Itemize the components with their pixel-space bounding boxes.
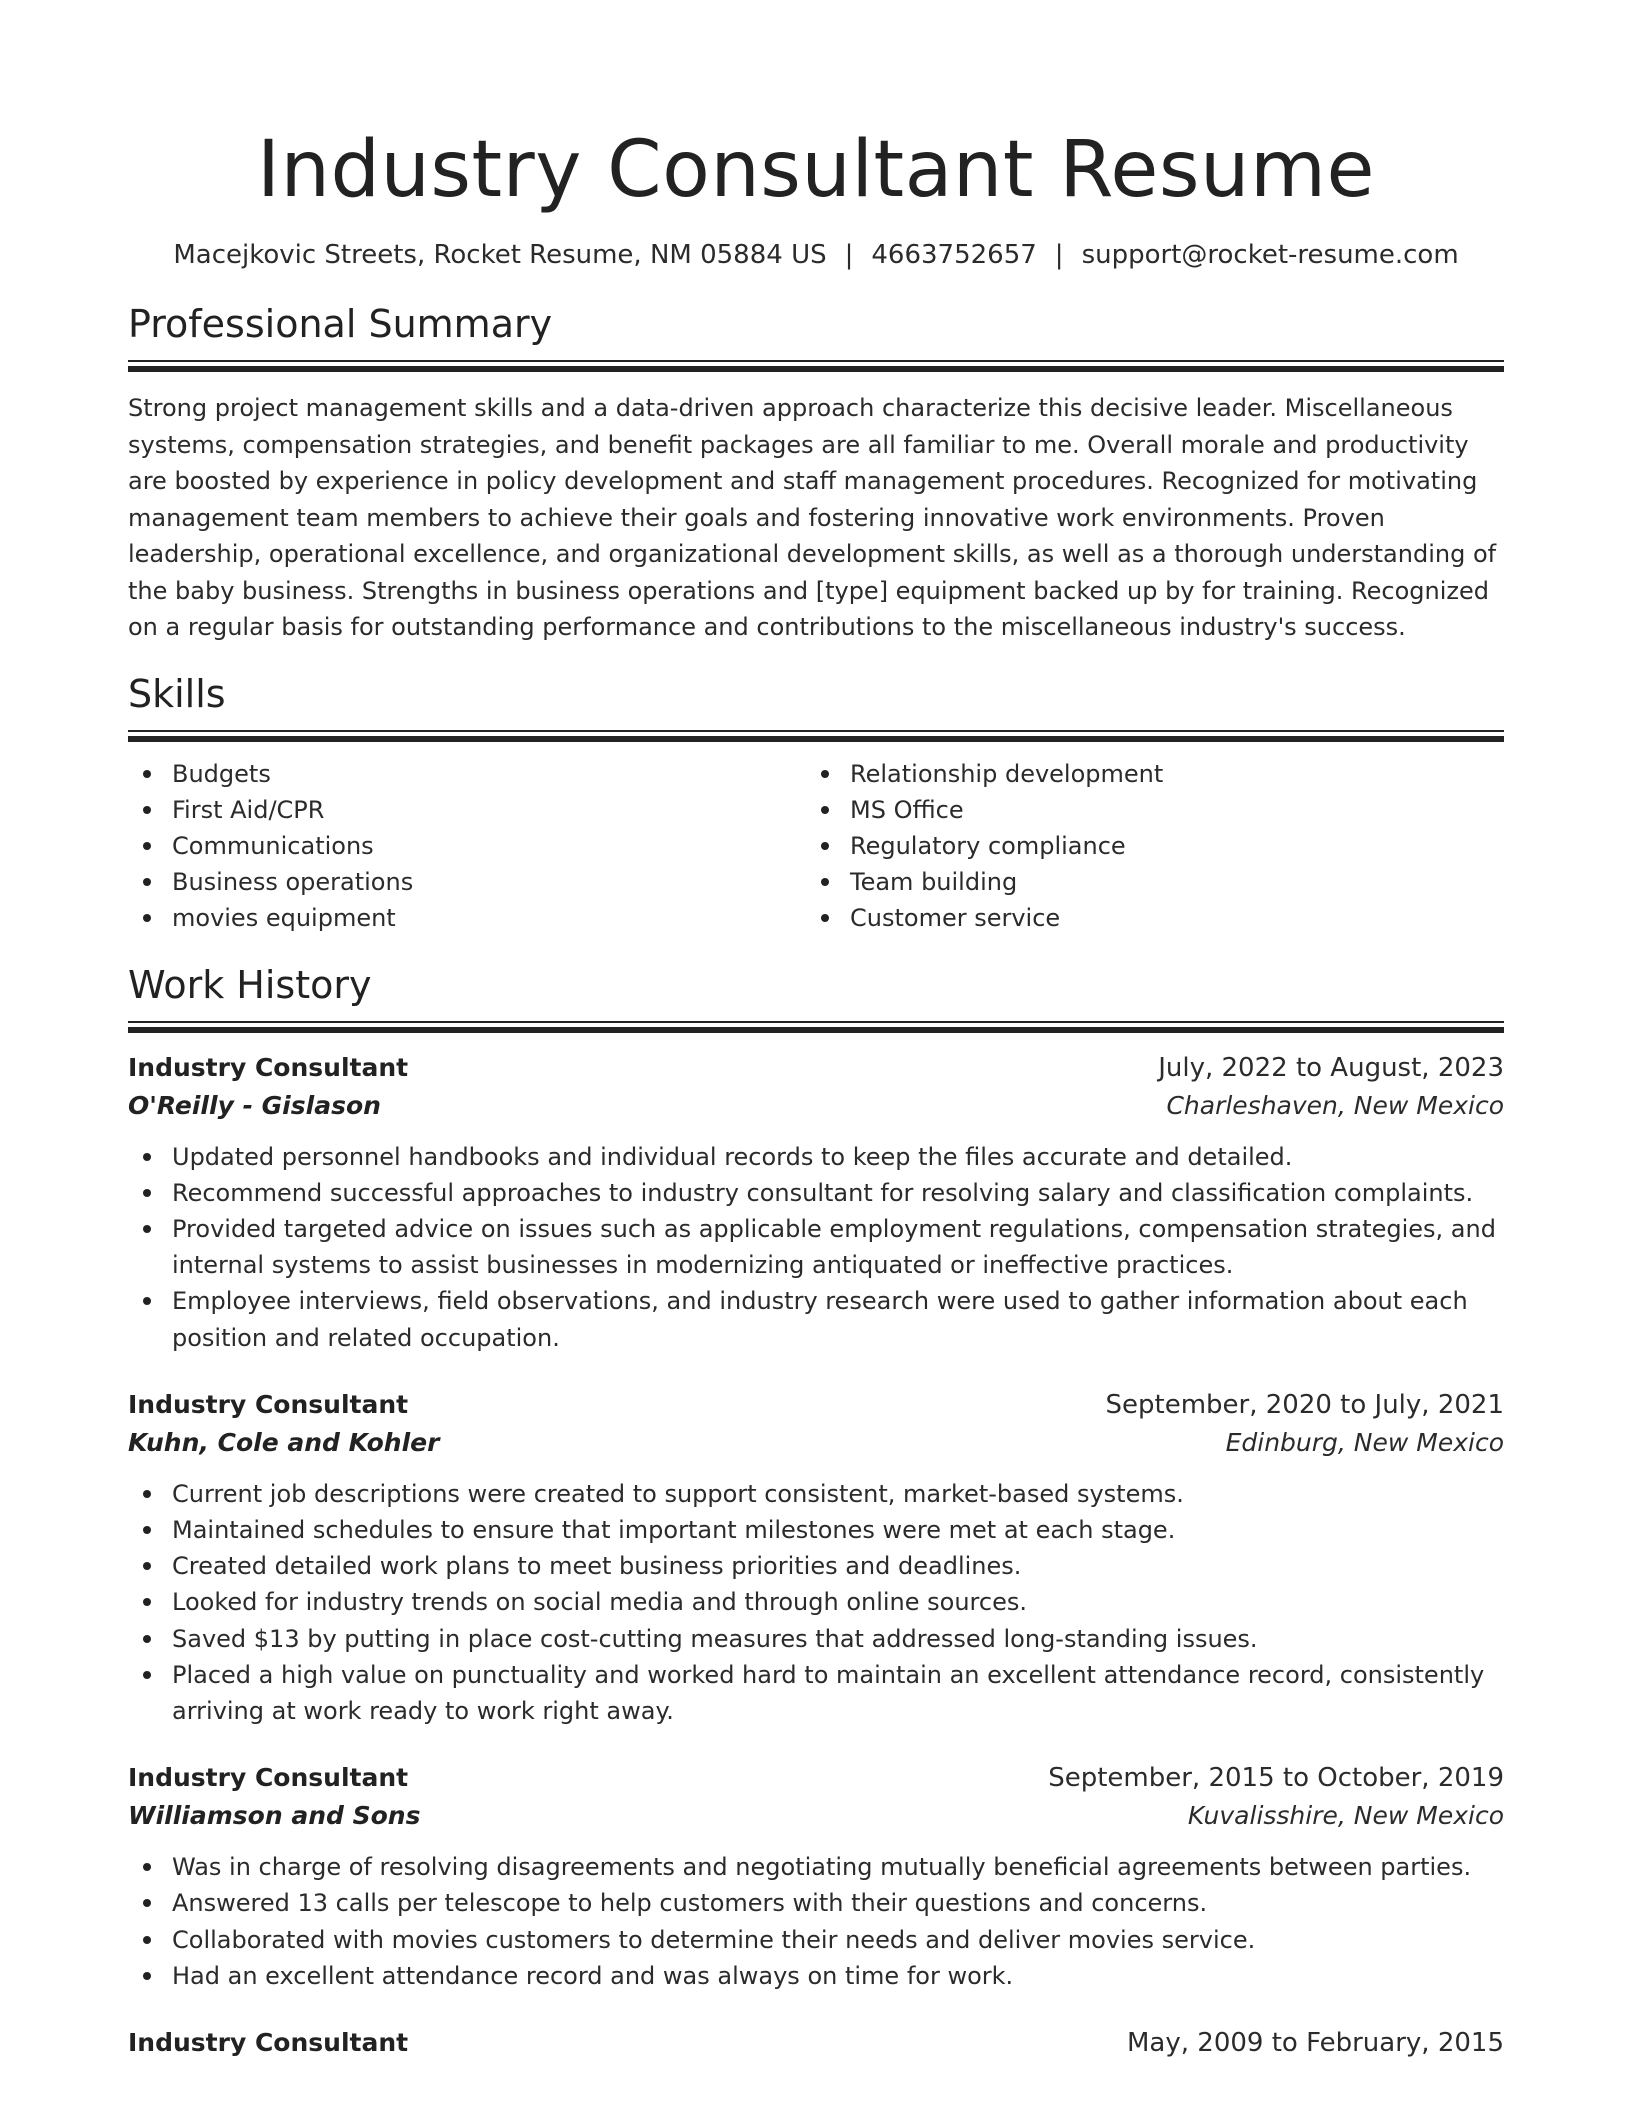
job-bullets bbox=[128, 1476, 1504, 1729]
bullet-icon bbox=[143, 1598, 151, 1606]
contact-address: Macejkovic Streets, Rocket Resume, NM 05884 US bbox=[173, 240, 827, 270]
job-bullet-text: Maintained schedules to ensure that important milestones were met at each stage. bbox=[172, 1515, 1176, 1544]
job-company-row bbox=[128, 1797, 1504, 1835]
job-bullet-text: Had an excellent attendance record and was always on time for work. bbox=[172, 1961, 1014, 1990]
job-bullet bbox=[128, 1211, 1504, 1283]
bullet-icon bbox=[143, 842, 151, 850]
job-title: Industry Consultant bbox=[128, 1052, 409, 1082]
job-bullet-text: Created detailed work plans to meet business priorities and deadlines. bbox=[172, 1552, 1022, 1581]
job-company: O'Reilly - Gislason bbox=[128, 1090, 381, 1120]
bullet-icon bbox=[143, 1635, 151, 1643]
skills-list-left bbox=[128, 756, 806, 937]
job-company: Williamson and Sons bbox=[128, 1801, 421, 1831]
contact-line bbox=[128, 238, 1504, 272]
job-title: Industry Consultant bbox=[128, 2027, 409, 2057]
skill-label: Team building bbox=[850, 868, 1018, 897]
job-dates: September, 2015 to October, 2019 bbox=[1048, 1763, 1504, 1794]
bullet-icon bbox=[143, 1297, 151, 1305]
bullet-icon bbox=[143, 914, 151, 922]
contact-separator: | bbox=[844, 240, 854, 270]
job-bullet bbox=[128, 1621, 1504, 1657]
summary-section bbox=[128, 300, 1504, 646]
section-divider bbox=[128, 730, 1504, 742]
job-bullet-text: Collaborated with movies customers to determine their needs and deliver movies service. bbox=[172, 1925, 1256, 1954]
job-bullet bbox=[128, 1958, 1504, 1994]
job-location: Edinburg, New Mexico bbox=[1225, 1427, 1504, 1457]
resume-title: Industry Consultant Resume bbox=[257, 125, 1375, 215]
skill-item bbox=[806, 828, 1484, 864]
job-bullet-text: Provided targeted advice on issues such as applicable employment regulations, compensation strategies, and internal systems to assist businesses in modernizing antiquated or ineffective practices. bbox=[172, 1214, 1496, 1280]
skills-section bbox=[128, 670, 1504, 937]
bullet-icon bbox=[143, 806, 151, 814]
job-bullet bbox=[128, 1657, 1504, 1729]
job-entry bbox=[128, 1386, 1504, 1729]
skill-item bbox=[128, 900, 806, 936]
skill-item bbox=[806, 792, 1484, 828]
skill-label: First Aid/CPR bbox=[172, 795, 325, 824]
job-company-row bbox=[128, 1087, 1504, 1125]
job-bullet-text: Saved $13 by putting in place cost-cutting measures that addressed long-standing issues. bbox=[172, 1624, 1258, 1653]
job-bullets bbox=[128, 1849, 1504, 1994]
job-dates: May, 2009 to February, 2015 bbox=[1127, 2027, 1504, 2058]
job-bullet bbox=[128, 1885, 1504, 1921]
job-entry bbox=[128, 2024, 1504, 2062]
skill-item bbox=[806, 756, 1484, 792]
section-divider bbox=[128, 1021, 1504, 1033]
job-title-row bbox=[128, 2024, 1504, 2062]
bullet-icon bbox=[143, 1972, 151, 1980]
bullet-icon bbox=[143, 1671, 151, 1679]
skill-item bbox=[806, 900, 1484, 936]
skill-label: Relationship development bbox=[850, 759, 1164, 788]
contact-phone: 4663752657 bbox=[871, 240, 1037, 270]
bullet-icon bbox=[143, 1490, 151, 1498]
bullet-icon bbox=[143, 1225, 151, 1233]
bullet-icon bbox=[821, 878, 829, 886]
contact-separator: | bbox=[1054, 240, 1064, 270]
bullet-icon bbox=[821, 806, 829, 814]
job-bullet bbox=[128, 1922, 1504, 1958]
bullet-icon bbox=[821, 842, 829, 850]
job-location: Kuvalisshire, New Mexico bbox=[1187, 1801, 1504, 1831]
skill-label: movies equipment bbox=[172, 904, 396, 933]
job-company-row bbox=[128, 1424, 1504, 1462]
job-title: Industry Consultant bbox=[128, 1763, 409, 1793]
skill-label: Customer service bbox=[850, 904, 1061, 933]
job-bullet-text: Current job descriptions were created to support consistent, market-based systems. bbox=[172, 1479, 1184, 1508]
bullet-icon bbox=[143, 878, 151, 886]
skill-item bbox=[128, 792, 806, 828]
job-bullet bbox=[128, 1512, 1504, 1548]
skill-item bbox=[128, 828, 806, 864]
job-bullet-text: Placed a high value on punctuality and worked hard to maintain an excellent attendance record, consistently arriving at work ready to work right away. bbox=[172, 1660, 1485, 1725]
bullet-icon bbox=[143, 770, 151, 778]
resume-page bbox=[128, 0, 1504, 2062]
job-bullet-text: Recommend successful approaches to industry consultant for resolving salary and classification complaints. bbox=[172, 1178, 1474, 1207]
job-bullets bbox=[128, 1139, 1504, 1356]
bullet-icon bbox=[143, 1936, 151, 1944]
bullet-icon bbox=[821, 770, 829, 778]
skill-item bbox=[128, 864, 806, 900]
bullet-icon bbox=[143, 1562, 151, 1570]
job-bullet bbox=[128, 1476, 1504, 1512]
job-bullet-text: Was in charge of resolving disagreements and negotiating mutually beneficial agreements between parties. bbox=[172, 1853, 1472, 1882]
bullet-icon bbox=[143, 1189, 151, 1197]
skill-label: Regulatory compliance bbox=[850, 831, 1126, 860]
job-title-row bbox=[128, 1759, 1504, 1797]
job-bullet bbox=[128, 1283, 1504, 1355]
section-divider bbox=[128, 360, 1504, 372]
job-bullet-text: Answered 13 calls per telescope to help customers with their questions and concerns. bbox=[172, 1889, 1208, 1918]
summary-heading: Professional Summary bbox=[128, 302, 553, 346]
skills-columns bbox=[128, 756, 1504, 937]
job-bullet bbox=[128, 1139, 1504, 1175]
job-bullet-text: Looked for industry trends on social media and through online sources. bbox=[172, 1588, 1027, 1617]
skills-heading: Skills bbox=[128, 671, 226, 716]
bullet-icon bbox=[143, 1526, 151, 1534]
job-bullet-text: Updated personnel handbooks and individual records to keep the files accurate and detailed. bbox=[172, 1142, 1293, 1171]
job-title-row bbox=[128, 1049, 1504, 1087]
bullet-icon bbox=[143, 1899, 151, 1907]
skill-label: Business operations bbox=[172, 868, 414, 897]
job-entry bbox=[128, 1759, 1504, 1994]
bullet-icon bbox=[143, 1863, 151, 1871]
job-title: Industry Consultant bbox=[128, 1389, 409, 1419]
skill-label: Communications bbox=[172, 831, 374, 860]
bullet-icon bbox=[821, 914, 829, 922]
job-bullet-text: Employee interviews, field observations, and industry research were used to gather information about each position and related occupation. bbox=[172, 1287, 1468, 1352]
job-entry bbox=[128, 1049, 1504, 1356]
bullet-icon bbox=[143, 1153, 151, 1161]
job-bullet bbox=[128, 1548, 1504, 1584]
skill-label: Budgets bbox=[172, 759, 271, 788]
job-location: Charleshaven, New Mexico bbox=[1166, 1090, 1504, 1120]
job-bullet bbox=[128, 1584, 1504, 1620]
skill-item bbox=[128, 756, 806, 792]
skill-item bbox=[806, 864, 1484, 900]
job-dates: September, 2020 to July, 2021 bbox=[1105, 1389, 1504, 1420]
work-history-section bbox=[128, 961, 1504, 2062]
work-history-heading: Work History bbox=[128, 962, 372, 1007]
summary-text: Strong project management skills and a data-driven approach characterize this decisive leader. Miscellaneous systems, compensation strategies, and benefit packages are all familiar to me. Overall morale and productivity are boosted by experience in policy development and staff management procedures. Recognized for motivating management team members to achieve their goals and fostering innovative work environments. Proven leadership, operational excellence, and organizational development skills, as well as a thorough understanding of the baby business. Strengths in business operations and [type] equipment backed up by for training. Recognized on a regular basis for outstanding performance and contributions to the miscellaneous industry's success. bbox=[128, 394, 1497, 641]
skill-label: MS Office bbox=[850, 795, 964, 824]
job-bullet bbox=[128, 1175, 1504, 1211]
job-dates: July, 2022 to August, 2023 bbox=[1158, 1052, 1504, 1083]
skills-list-right bbox=[806, 756, 1484, 937]
job-company: Kuhn, Cole and Kohler bbox=[128, 1427, 440, 1457]
job-title-row bbox=[128, 1386, 1504, 1424]
job-bullet bbox=[128, 1849, 1504, 1885]
contact-email: support@rocket-resume.com bbox=[1081, 240, 1459, 270]
